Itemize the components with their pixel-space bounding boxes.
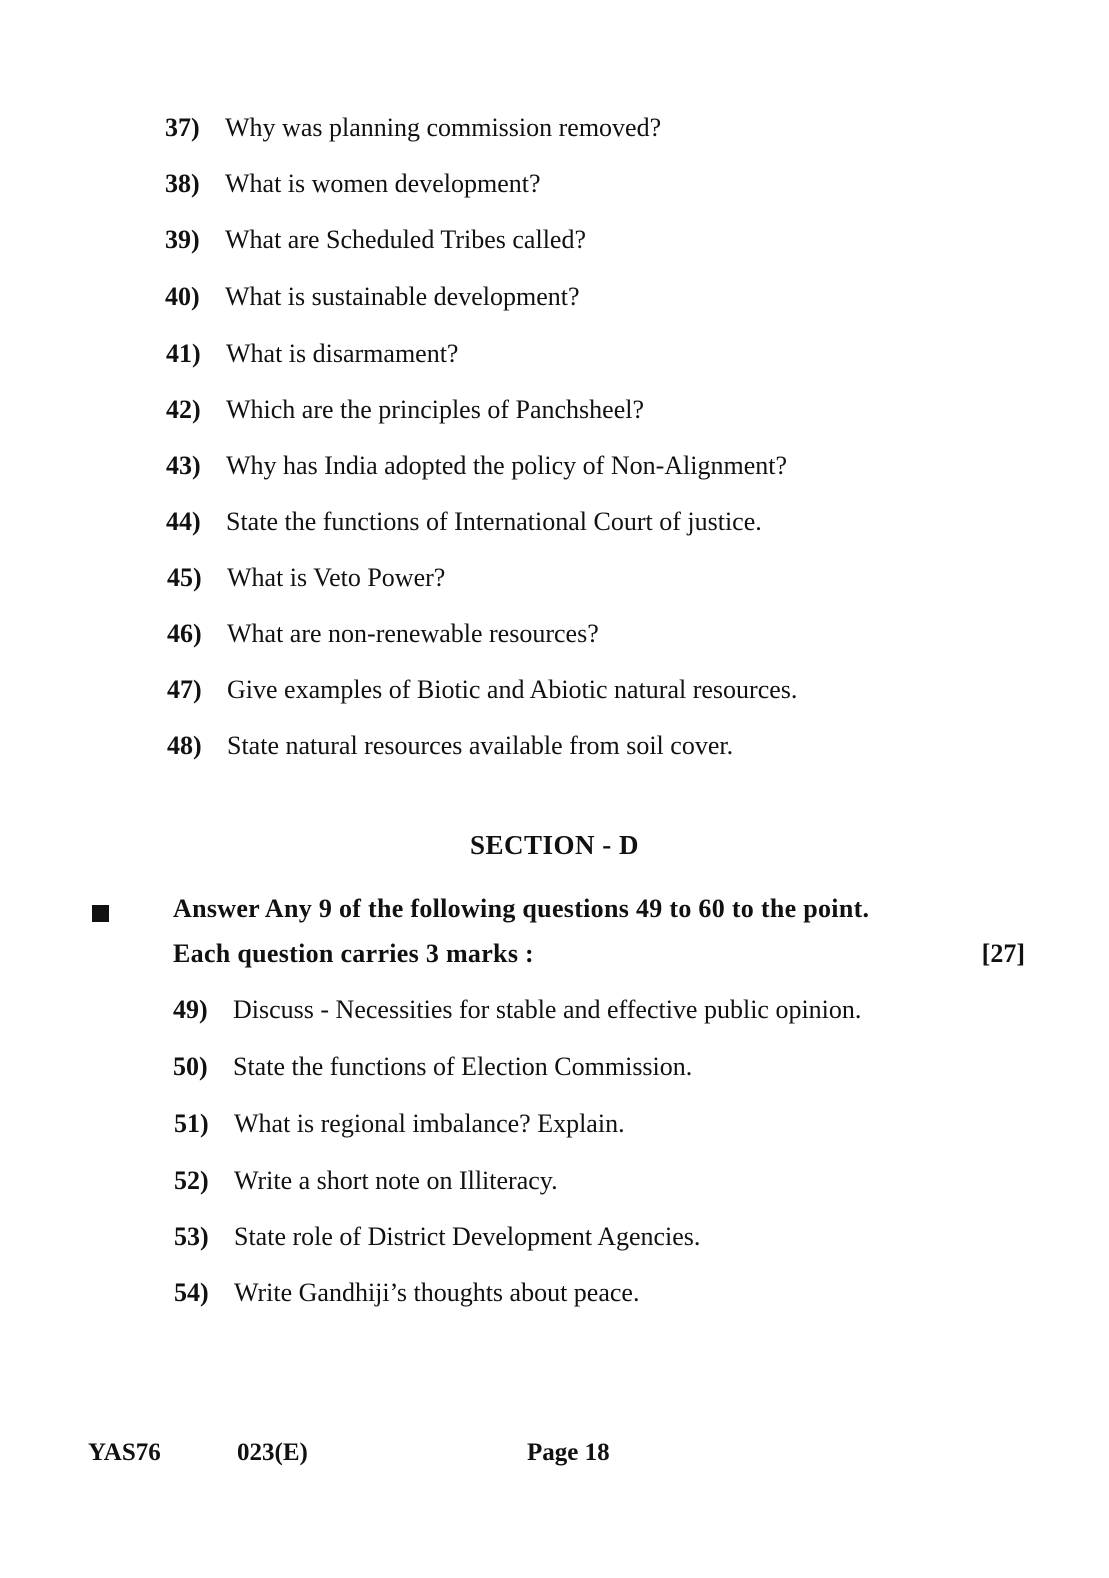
- question-54: [174, 1278, 639, 1308]
- question-text: State the functions of International Court of justice.: [226, 507, 762, 536]
- question-42: [166, 395, 644, 425]
- footer-code: YAS76: [88, 1439, 161, 1466]
- question-text: What are non-renewable resources?: [227, 619, 599, 648]
- question-38: [165, 169, 541, 199]
- square-bullet-icon: [92, 905, 109, 922]
- question-text: What is regional imbalance? Explain.: [234, 1109, 625, 1138]
- question-number: 46): [167, 619, 202, 648]
- footer-paper-code: 023(E): [237, 1439, 308, 1466]
- question-52: [174, 1166, 558, 1196]
- section-d-marks: [27]: [981, 939, 1025, 968]
- question-number: 41): [166, 339, 201, 368]
- question-text: Which are the principles of Panchsheel?: [226, 395, 644, 424]
- question-39: [165, 225, 586, 255]
- question-text: What is sustainable development?: [225, 282, 580, 311]
- question-text: Why has India adopted the policy of Non-Alignment?: [226, 451, 788, 480]
- question-number: 54): [174, 1278, 209, 1307]
- question-text: What is Veto Power?: [227, 563, 446, 592]
- question-number: 39): [165, 225, 200, 254]
- question-number: 52): [174, 1166, 209, 1195]
- question-text: Write a short note on Illiteracy.: [234, 1166, 558, 1195]
- question-44: [166, 507, 762, 537]
- question-number: 51): [174, 1109, 209, 1138]
- question-number: 44): [166, 507, 201, 536]
- question-text: State natural resources available from soil cover.: [227, 731, 734, 760]
- question-41: [166, 339, 458, 369]
- question-number: 38): [165, 169, 200, 198]
- section-d-instruction-line2: Each question carries 3 marks :: [173, 939, 534, 968]
- footer-page-number: Page 18: [527, 1439, 610, 1466]
- question-50: [173, 1052, 692, 1082]
- question-text: What is women development?: [225, 169, 541, 198]
- section-d-instruction-line1: Answer Any 9 of the following questions 49 to 60 to the point.: [173, 894, 870, 923]
- question-number: 50): [173, 1052, 208, 1081]
- question-51: [174, 1109, 625, 1139]
- question-number: 49): [173, 995, 208, 1024]
- question-text: Write Gandhiji’s thoughts about peace.: [234, 1278, 640, 1307]
- question-43: [166, 451, 787, 481]
- question-number: 40): [165, 282, 200, 311]
- question-45: [167, 563, 445, 593]
- question-37: [165, 113, 661, 143]
- question-number: 53): [174, 1222, 209, 1251]
- question-text: Give examples of Biotic and Abiotic natural resources.: [227, 675, 798, 704]
- question-49: [173, 995, 861, 1025]
- question-text: What is disarmament?: [226, 339, 459, 368]
- question-text: State the functions of Election Commission.: [233, 1052, 693, 1081]
- question-number: 45): [167, 563, 202, 592]
- question-number: 37): [165, 113, 200, 142]
- question-53: [174, 1222, 700, 1252]
- question-text: State role of District Development Agencies.: [234, 1222, 701, 1251]
- question-number: 47): [167, 675, 202, 704]
- question-47: [167, 675, 797, 705]
- question-number: 48): [167, 731, 202, 760]
- question-number: 42): [166, 395, 201, 424]
- question-text: What are Scheduled Tribes called?: [225, 225, 586, 254]
- question-46: [167, 619, 599, 649]
- question-text: Why was planning commission removed?: [225, 113, 662, 142]
- section-d-title: SECTION - D: [469, 830, 640, 860]
- question-48: [167, 731, 733, 761]
- question-text: Discuss - Necessities for stable and effective public opinion.: [233, 995, 862, 1024]
- question-40: [165, 282, 580, 312]
- question-number: 43): [166, 451, 201, 480]
